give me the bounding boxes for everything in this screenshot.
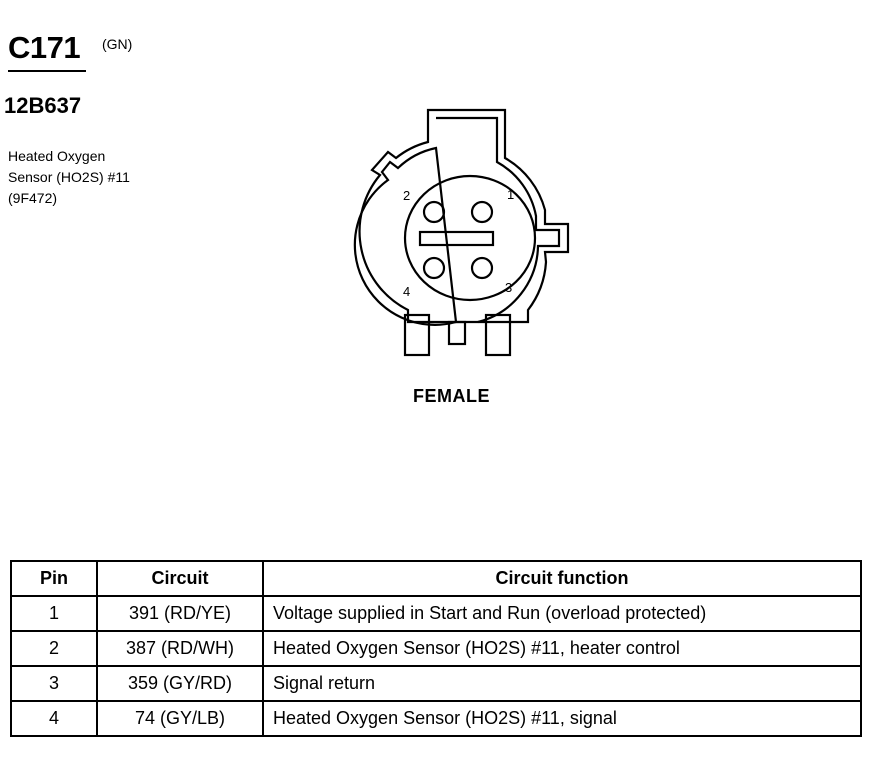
header-pin: Pin xyxy=(11,561,97,596)
cell-function: Voltage supplied in Start and Run (overload protected) xyxy=(263,596,861,631)
connector-id: C171 xyxy=(8,30,81,65)
part-number: 12B637 xyxy=(4,93,82,118)
cell-function: Signal return xyxy=(263,666,861,701)
table-row xyxy=(11,596,861,631)
connector-color: (GN) xyxy=(102,36,133,52)
cell-circuit: 74 (GY/LB) xyxy=(97,701,263,736)
cell-pin: 2 xyxy=(11,631,97,666)
pin-cavity-2 xyxy=(424,202,444,222)
description-line: Sensor (HO2S) #11 xyxy=(8,169,130,185)
table-row xyxy=(11,631,861,666)
cell-function: Heated Oxygen Sensor (HO2S) #11, signal xyxy=(263,701,861,736)
description-line: (9F472) xyxy=(8,190,58,206)
header-circuit-function: Circuit function xyxy=(263,561,861,596)
pin-cavity-1 xyxy=(472,202,492,222)
pin-face-oval xyxy=(405,176,535,300)
connector-view-label: FEMALE xyxy=(413,386,490,406)
pin-cavity-4 xyxy=(424,258,444,278)
cell-pin: 1 xyxy=(11,596,97,631)
cell-pin: 4 xyxy=(11,701,97,736)
table-header-row xyxy=(11,561,861,596)
connector-id-underline xyxy=(8,70,86,72)
latch-tab-center xyxy=(449,322,465,344)
cell-circuit: 359 (GY/RD) xyxy=(97,666,263,701)
connector-face-diagram xyxy=(350,100,590,370)
header-circuit: Circuit xyxy=(97,561,263,596)
table-row xyxy=(11,701,861,736)
cell-circuit: 387 (RD/WH) xyxy=(97,631,263,666)
description-line: Heated Oxygen xyxy=(8,148,106,164)
cell-circuit: 391 (RD/YE) xyxy=(97,596,263,631)
center-key-slot xyxy=(420,232,493,245)
component-description xyxy=(8,146,130,209)
pin-label-1: 1 xyxy=(507,187,515,202)
pin-label-2: 2 xyxy=(403,188,411,203)
pin-circuit-table xyxy=(10,560,862,737)
pin-label-4: 4 xyxy=(403,284,411,299)
pin-cavity-3 xyxy=(472,258,492,278)
cell-function: Heated Oxygen Sensor (HO2S) #11, heater control xyxy=(263,631,861,666)
table-row xyxy=(11,666,861,701)
pin-label-3: 3 xyxy=(505,280,513,295)
cell-pin: 3 xyxy=(11,666,97,701)
